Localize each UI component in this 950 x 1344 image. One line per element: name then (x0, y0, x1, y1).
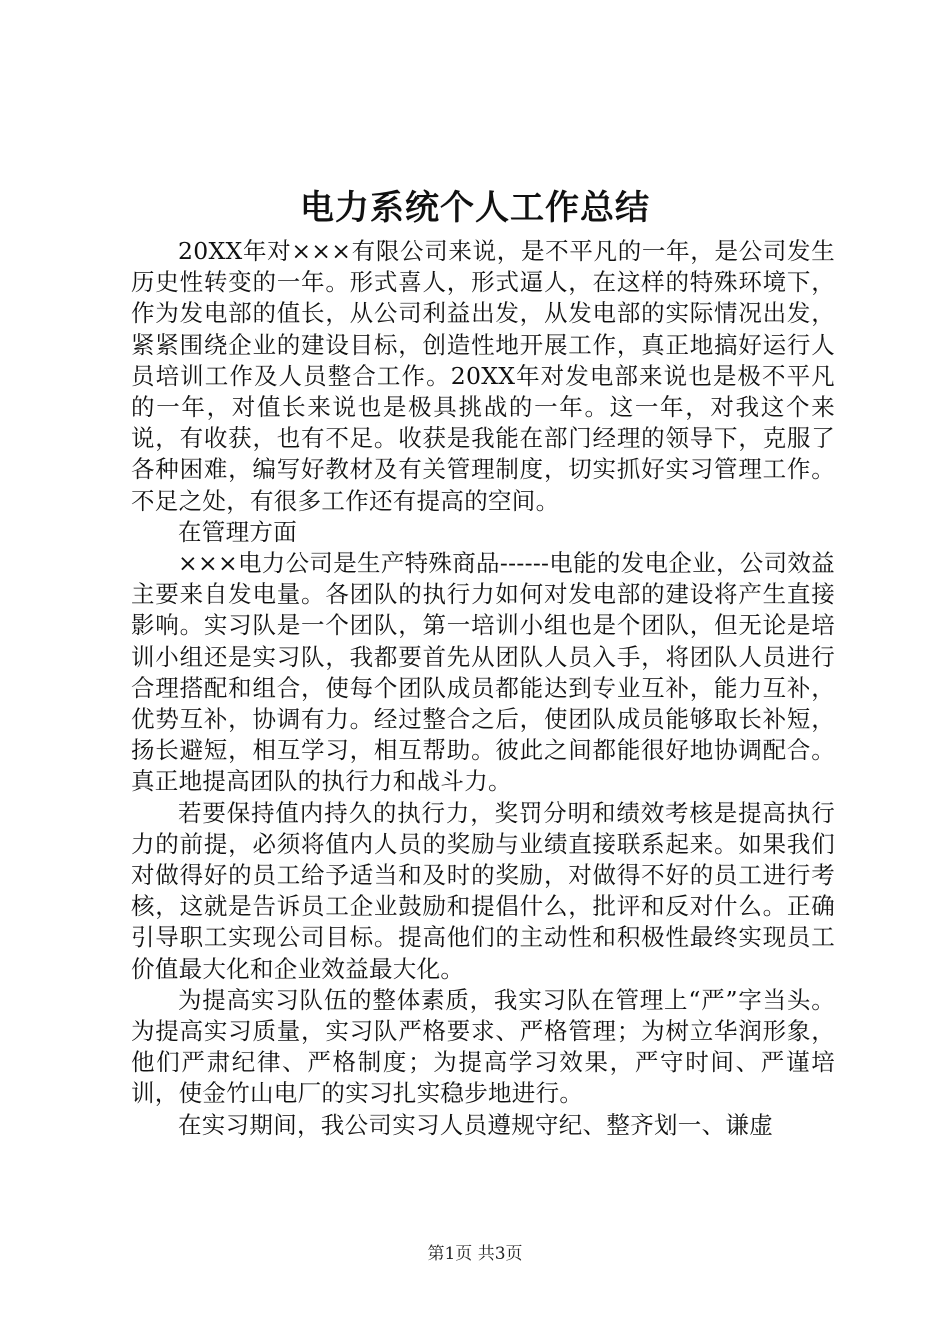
paragraph-strict-management: 为提高实习队伍的整体素质，我实习队在管理上“严”字当头。为提高实习质量，实习队严格要求、严格管理；为树立华润形象，他们严肃纪律、严格制度；为提高学习效果，严守时间、严谨培训，使金竹山电厂的实习扎实稳步地进行。 (131, 985, 835, 1108)
page-number-footer: 第1页 共3页 (427, 1244, 523, 1264)
section-heading-management: 在管理方面 (178, 517, 297, 546)
paragraph-execution: 若要保持值内持久的执行力，奖罚分明和绩效考核是提高执行力的前提，必须将值内人员的奖励与业绩直接联系起来。如果我们对做得好的员工给予适当和及时的奖励，对做得不好的员工进行考核，这就是告诉员工企业鼓励和提倡什么，批评和反对什么。正确引导职工实现公司目标。提高他们的主动性和积极性最终实现员工价值最大化和企业效益最大化。 (131, 798, 835, 983)
paragraph-team: ×××电力公司是生产特殊商品------电能的发电企业，公司效益主要来自发电量。各团队的执行力如何对发电部的建设将产生直接影响。实习队是一个团队，第一培训小组也是个团队，但无论是培训小组还是实习队，我都要首先从团队人员入手，将团队人员进行合理搭配和组合，使每个团队成员都能达到专业互补，能力互补，优势互补，协调有力。经过整合之后，使团队成员能够取长补短，扬长避短，相互学习，相互帮助。彼此之间都能很好地协调配合。真正地提高团队的执行力和战斗力。 (131, 549, 835, 796)
paragraph-intro: 20XX年对×××有限公司来说，是不平凡的一年，是公司发生历史性转变的一年。形式喜人，形式逼人，在这样的特殊环境下，作为发电部的值长，从公司利益出发，从发电部的实际情况出发，紧紧围绕企业的建设目标，创造性地开展工作，真正地搞好运行人员培训工作及人员整合工作。20XX年对发电部来说也是极不平凡的一年，对值长来说也是极具挑战的一年。这一年，对我这个来说，有收获，也有不足。收获是我能在部门经理的领导下，克服了各种困难，编写好教材及有关管理制度，切实抓好实习管理工作。不足之处，有很多工作还有提高的空间。 (131, 237, 835, 515)
document-body (131, 236, 835, 1141)
document-title: 电力系统个人工作总结 (300, 188, 650, 228)
paragraph-internship: 在实习期间，我公司实习人员遵规守纪、整齐划一、谦虚 (178, 1110, 773, 1139)
